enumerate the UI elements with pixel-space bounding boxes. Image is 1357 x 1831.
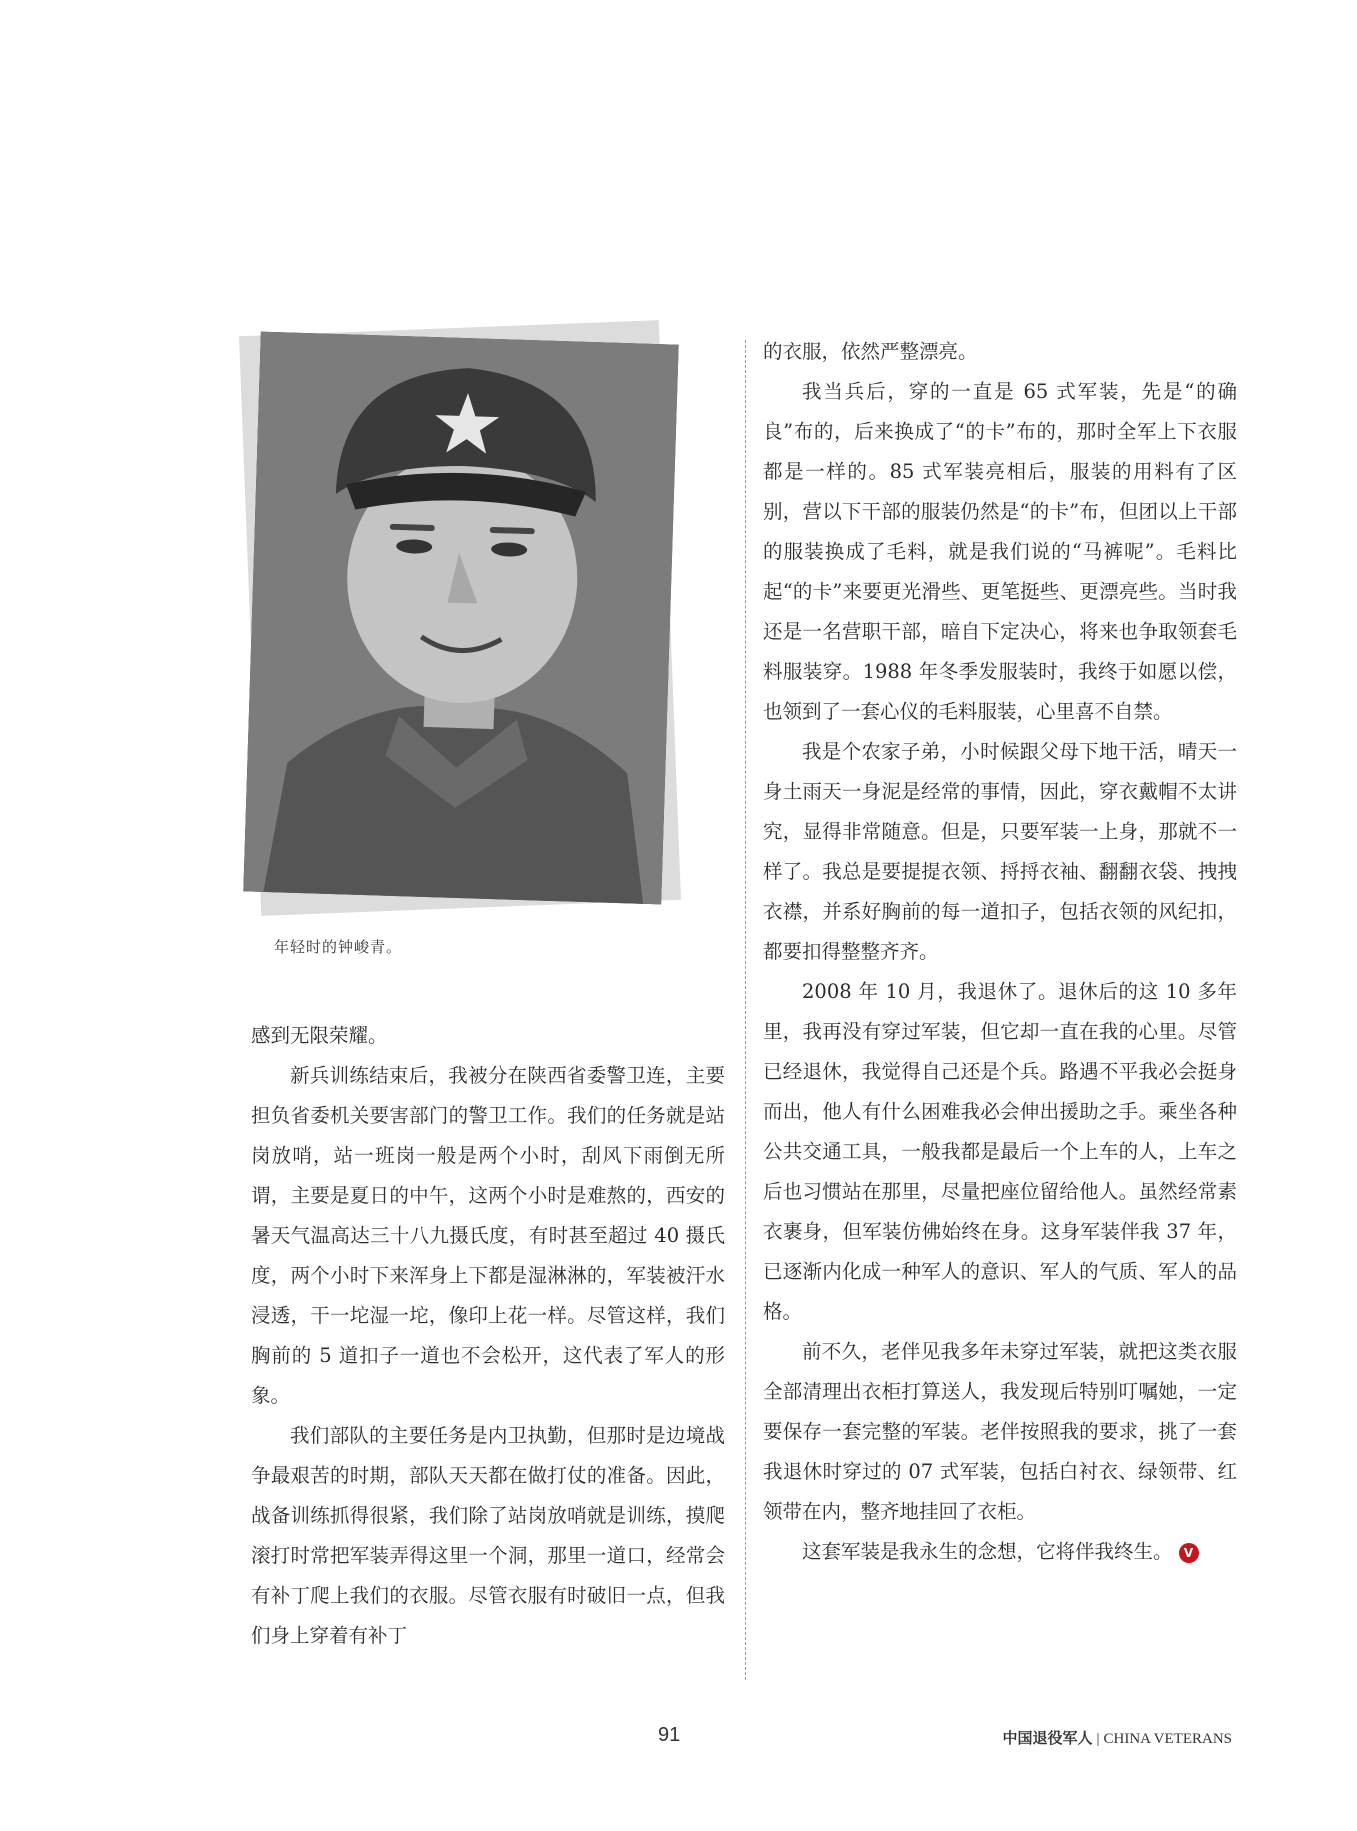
footer-separator: | (1096, 1731, 1100, 1747)
paragraph: 2008 年 10 月，我退休了。退休后的这 10 多年里，我再没有穿过军装，但它却一直在我的心里。尽管已经退休，我觉得自己还是个兵。路遇不平我必会挺身而出，他人有什么困难我必会伸出援助之手。乘坐各种公共交通工具，一般我都是最后一个上车的人，上车之后也习惯站在那里，尽量把座位留给他人。虽然经常素衣裹身，但军装仿佛始终在身。这身军装伴我 37 年，已逐渐内化成一种军人的意识、军人的气质、军人的品格。 (763, 980, 1237, 1323)
column-divider (745, 340, 746, 1680)
paragraph: 新兵训练结束后，我被分在陕西省委警卫连，主要担负省委机关要害部门的警卫工作。我们的任务就是站岗放哨，站一班岗一般是两个小时，刮风下雨倒无所谓，主要是夏日的中午，这两个小时是难熬的，西安的暑天气温高达三十八九摄氏度，有时甚至超过 40 摄氏度，两个小时下来浑身上下都是湿淋淋的，军装被汗水浸透，干一坨湿一坨，像印上花一样。尽管这样，我们胸前的 5 道扣子一道也不会松开，这代表了军人的形象。 (251, 1064, 725, 1407)
photo-caption: 年轻时的钟峻青。 (274, 938, 403, 956)
paragraph: 感到无限荣耀。 (251, 1024, 388, 1047)
magazine-name-cn: 中国退役军人 (1002, 1729, 1093, 1747)
portrait-photo (243, 332, 678, 905)
right-column (763, 332, 1237, 1572)
magazine-name-en: CHINA VETERANS (1103, 1731, 1232, 1747)
page-number: 91 (658, 1724, 681, 1746)
end-mark-icon: V (1179, 1543, 1199, 1563)
paragraph-text: 这套军装是我永生的念想，它将伴我终生。 (802, 1540, 1173, 1563)
closing-paragraph (763, 1532, 1237, 1572)
paragraph: 我当兵后，穿的一直是 65 式军装，先是“的确良”布的，后来换成了“的卡”布的，那时全军上下衣服都是一样的。85 式军装亮相后，服装的用料有了区别，营以下干部的服装仍然是“的卡”布，但团以上干部的服装换成了毛料，就是我们说的“马裤呢”。毛料比起“的卡”来要更光滑些、更笔挺些、更漂亮些。当时我还是一名营职干部，暗自下定决心，将来也争取领套毛料服装穿。1988 年冬季发服装时，我终于如愿以偿，也领到了一套心仪的毛料服装，心里喜不自禁。 (763, 380, 1237, 723)
paragraph: 前不久，老伴见我多年未穿过军装，就把这类衣服全部清理出衣柜打算送人，我发现后特别叮嘱她，一定要保存一套完整的军装。老伴按照我的要求，挑了一套我退休时穿过的 07 式军装，包括白衬衣、绿领带、红领带在内，整齐地挂回了衣柜。 (763, 1340, 1237, 1523)
left-column (251, 1016, 725, 1656)
magazine-footer (1002, 1727, 1232, 1748)
portrait-photo-frame (240, 312, 690, 922)
paragraph: 的衣服，依然严整漂亮。 (763, 340, 978, 363)
paragraph: 我们部队的主要任务是内卫执勤，但那时是边境战争最艰苦的时期，部队天天都在做打仗的准备。因此，战备训练抓得很紧，我们除了站岗放哨就是训练，摸爬滚打时常把军装弄得这里一个洞，那里一道口，经常会有补丁爬上我们的衣服。尽管衣服有时破旧一点，但我们身上穿着有补丁 (251, 1424, 725, 1647)
paragraph: 我是个农家子弟，小时候跟父母下地干活，晴天一身土雨天一身泥是经常的事情，因此，穿衣戴帽不太讲究，显得非常随意。但是，只要军装一上身，那就不一样了。我总是要提提衣领、捋捋衣袖、翻翻衣袋、拽拽衣襟，并系好胸前的每一道扣子，包括衣领的风纪扣，都要扣得整整齐齐。 (763, 740, 1237, 963)
